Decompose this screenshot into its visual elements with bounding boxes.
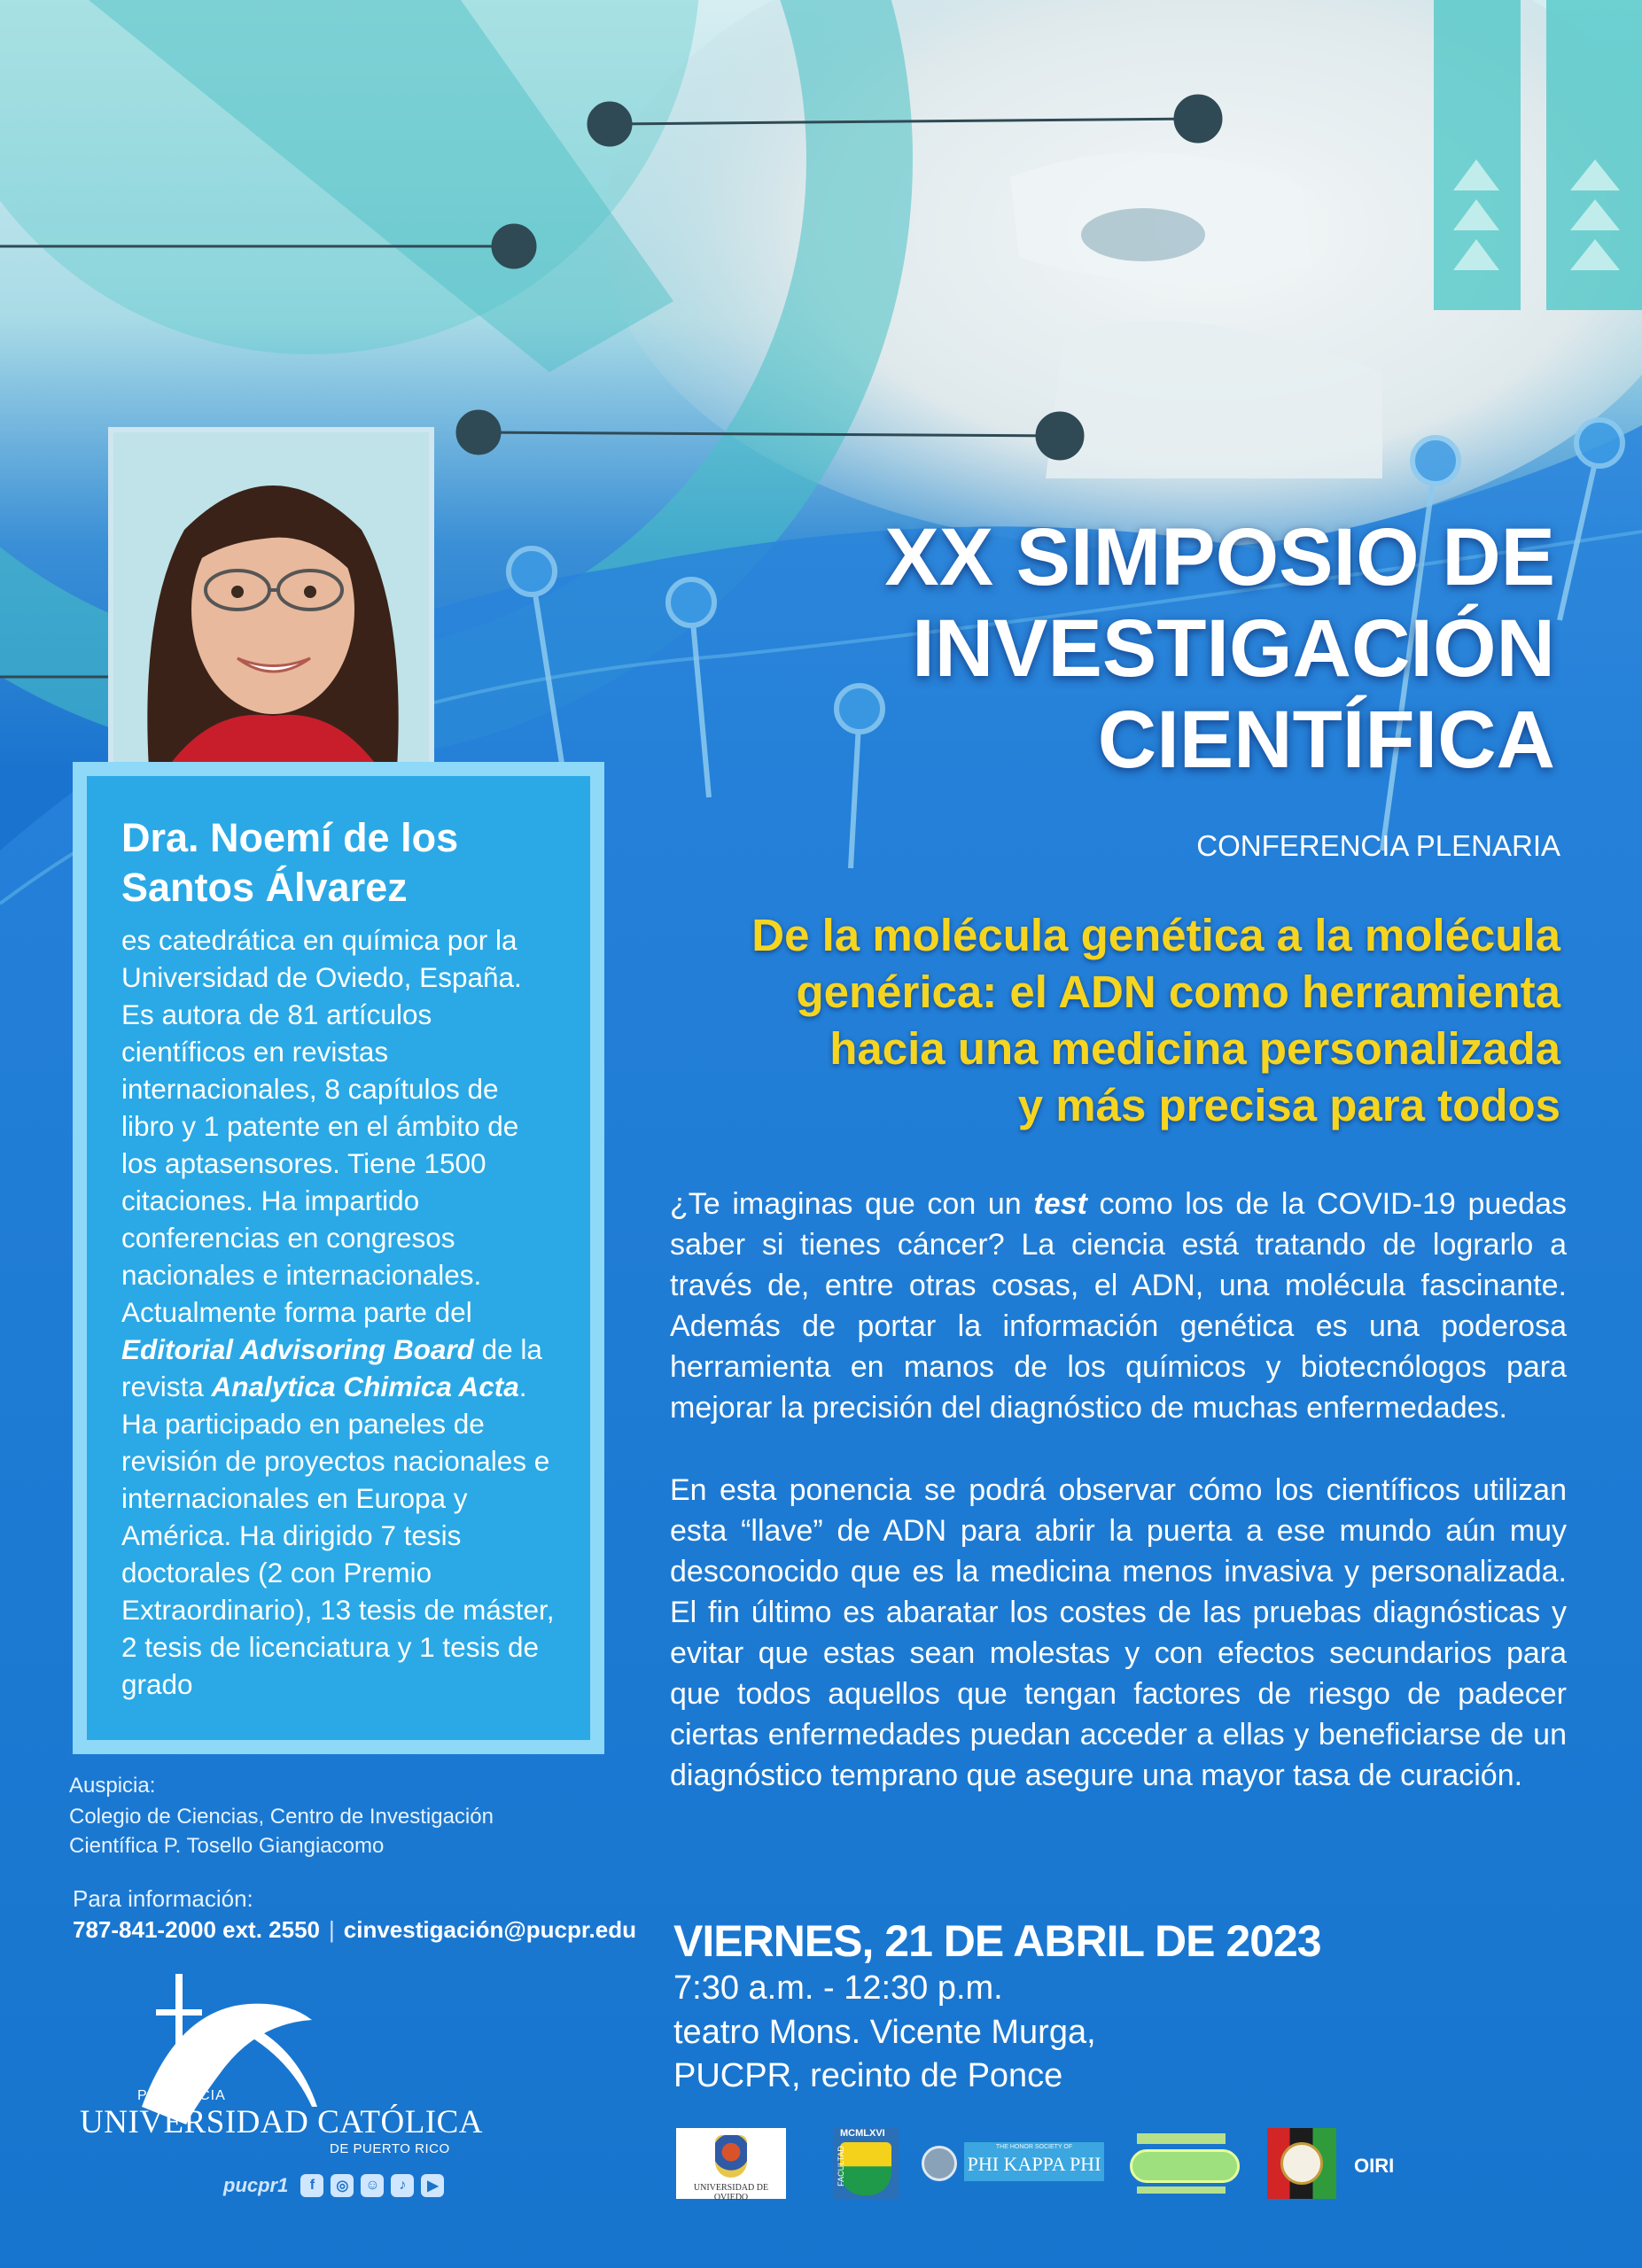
abstract-p1-prefix: ¿Te imaginas que con un [670, 1187, 1034, 1221]
oviedo-university-logo [676, 2128, 786, 2202]
contact-phone[interactable]: 787-841-2000 ext. 2550 [73, 1916, 321, 1943]
sponsor-text [69, 1802, 565, 1860]
sponsor-label: Auspicia: [69, 1774, 156, 1798]
university-name-sub: DE PUERTO RICO [330, 2141, 450, 2156]
event-venue-line1: teatro Mons. Vicente Murga, [673, 2014, 1096, 2051]
conference-subtitle: CONFERENCIA PLENARIA [1196, 829, 1560, 862]
bio-text-part3: . Ha participado en paneles de revisión de proyectos nacionales e internacionales en Europa y América. Ha dirigido 7 tesis doctorales (2 con Premio Extraordinario), 13 tesis de máster, 2 tesis de licenciatura y 1 tesis de grado [121, 1371, 555, 1700]
contact-separator: | [329, 1916, 335, 1943]
event-time: 7:30 a.m. - 12:30 p.m. [673, 1969, 1003, 2007]
event-venue-line2: PUCPR, recinto de Ponce [673, 2057, 1063, 2094]
title-line-2: INVESTIGACIÓN [912, 603, 1555, 694]
abstract-paragraph-2: En esta ponencia se podrá observar cómo los científicos utilizan esta “llave” de ADN para abrir la puerta a ese mundo aún muy desconocido que es la medicina menos invasiva y personalizada. El fin último es abaratar los costes de las pruebas diagnósticas y evitar que estas sean molestas y con efectos secundarios para que todos aquellos que tengan factores de riesgo de padecer ciertas enfermedades puedan acceder a ellas y beneficiarse de un diagnóstico temprano que asegure una mayor tasa de curación. [670, 1473, 1567, 1792]
facebook-icon[interactable]: f [300, 2174, 323, 2197]
phi-kappa-phi-text: PHI KAPPA PHI [967, 2153, 1101, 2175]
phi-small-text: THE HONOR SOCIETY OF [995, 2144, 1073, 2150]
puerto-rico-map-logo [1130, 2128, 1240, 2199]
speaker-bio [121, 921, 556, 1703]
scientist-eye [1081, 208, 1205, 261]
facultad-shield-icon [840, 2142, 891, 2195]
abstract-p1-rest: como los de la COVID-19 puedas saber si tienes cáncer? La ciencia está tratando de lograrlo a través de, entre otras cosas, el ADN, una molécula fascinante. Además de portar la información genética es una poderosa herramienta en manos de los químicos y biotecnólogos para mejorar la precisión del diagnóstico de muchas enfermedades. [670, 1187, 1567, 1425]
talk-title-line-1: De la molécula genética a la molécula [751, 910, 1560, 960]
pr-logo-top-ribbon [1137, 2133, 1226, 2144]
university-name-small: PONTIFICIA [137, 2088, 226, 2103]
abstract-paragraph-1 [670, 1184, 1567, 1428]
pr-map-icon [1130, 2149, 1240, 2183]
contact-email[interactable]: cinvestigación@pucpr.edu [343, 1916, 636, 1943]
speaker-name-line1: Dra. Noemí de los [121, 815, 459, 860]
phi-seal-icon [922, 2146, 957, 2181]
social-links [223, 2174, 444, 2197]
contact-label: Para información: [73, 1885, 253, 1912]
bio-text-part1: es catedrática en química por la Universidad de Oviedo, España. Es autora de 81 artículos científicos en revistas internacionales, 8 capítulos de libro y 1 patente en el ámbito de los aptasensores. Tiene 1500 citaciones. Ha impartido conferencias en congresos nacionales e internacionales. Actualmente forma parte del [121, 924, 522, 1328]
oviedo-logo-text: UNIVERSIDAD DE OVIEDO [693, 2183, 769, 2202]
instagram-icon[interactable]: ◎ [331, 2174, 354, 2197]
talk-title-line-3: hacia una medicina personalizada [829, 1023, 1560, 1074]
oiri-flag-icon [1267, 2128, 1336, 2199]
facultad-year: MCMLXVI [840, 2128, 885, 2139]
oiri-label: OIRI [1354, 2155, 1395, 2177]
title-line-3: CIENTÍFICA [1097, 695, 1555, 785]
twitter-icon[interactable]: ♪ [391, 2174, 414, 2197]
bio-text-part2: de la revista [121, 1333, 542, 1402]
speaker-name-line2: Santos Álvarez [121, 865, 408, 910]
contact-line [73, 1916, 636, 1944]
speaker-portrait [113, 432, 429, 769]
abstract-p1-emphasis: test [1033, 1187, 1087, 1221]
university-name: UNIVERSIDAD CATÓLICA [80, 2104, 484, 2140]
speaker-name [121, 813, 564, 913]
phi-kappa-phi-logo [922, 2128, 1104, 2199]
sponsor-line1: Colegio de Ciencias, Centro de Investigación [69, 1805, 494, 1829]
facultad-label: FACULTAD [836, 2146, 845, 2186]
symposium-title [758, 512, 1555, 786]
speaker-photo [108, 427, 434, 774]
bio-emphasis-board: Editorial Advisoring Board [121, 1333, 474, 1365]
pr-logo-bottom-ribbon [1137, 2186, 1226, 2194]
title-line-1: XX SIMPOSIO DE [884, 512, 1555, 602]
talk-title [586, 907, 1560, 1134]
social-handle: pucpr1 [223, 2174, 289, 2196]
sponsor-line2: Científica P. Tosello Giangiacomo [69, 1834, 385, 1858]
facultad-logo [833, 2128, 899, 2199]
talk-title-line-2: genérica: el ADN como herramienta [796, 967, 1560, 1017]
talk-title-line-4: y más precisa para todos [1017, 1080, 1560, 1130]
bio-emphasis-journal: Analytica Chimica Acta [211, 1371, 519, 1402]
event-date: VIERNES, 21 DE ABRIL DE 2023 [673, 1916, 1321, 1966]
youtube-icon[interactable]: ▶ [421, 2174, 444, 2197]
oiri-logo [1267, 2128, 1336, 2199]
snapchat-icon[interactable]: ☺ [361, 2174, 384, 2197]
